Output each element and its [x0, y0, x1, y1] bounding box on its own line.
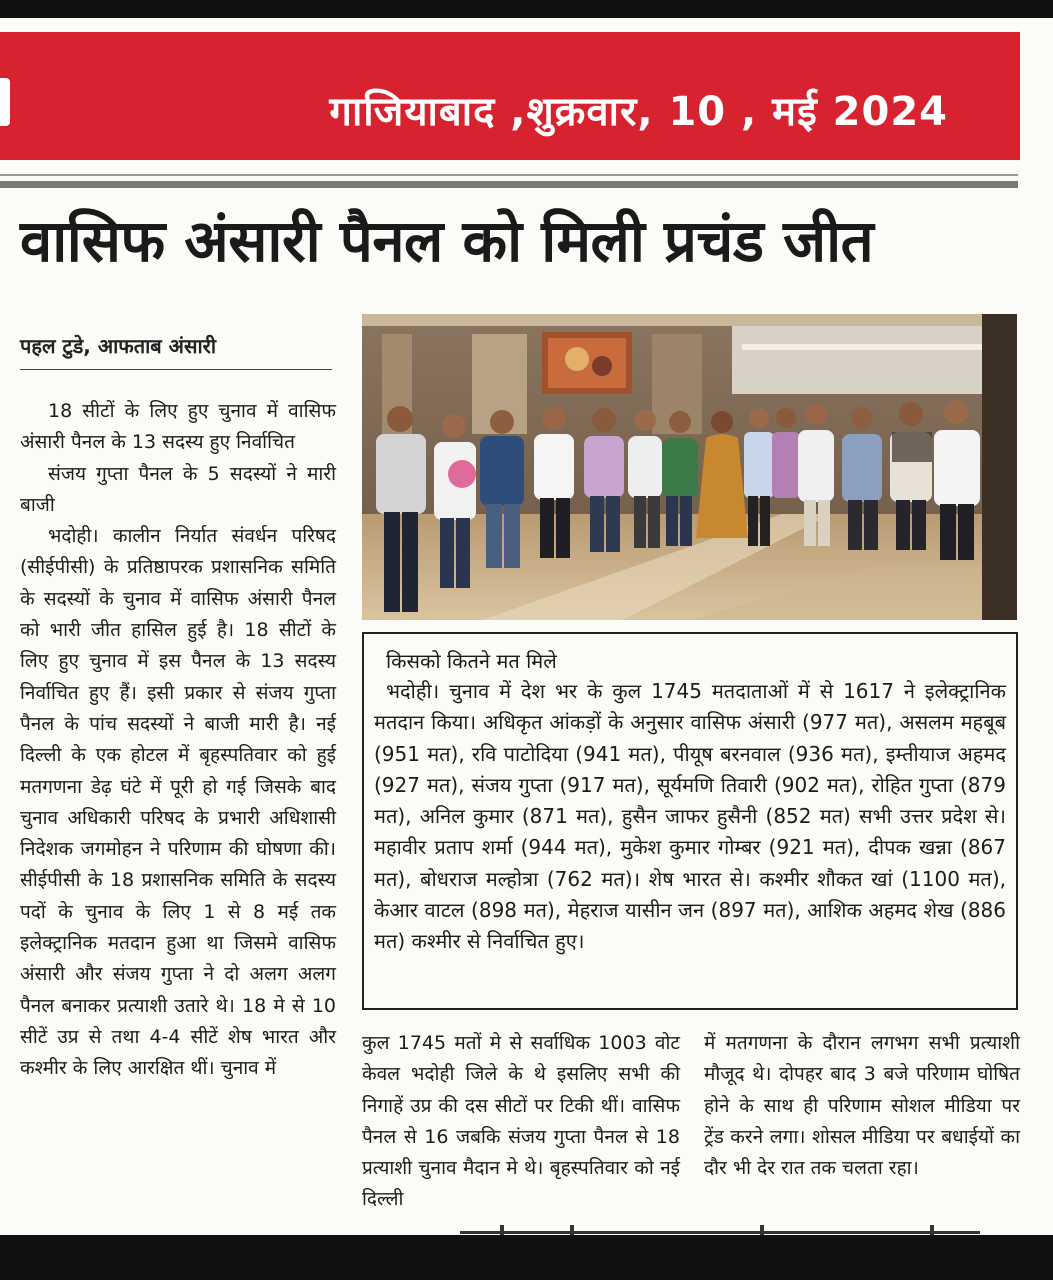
box-body: भदोही। चुनाव में देश भर के कुल 1745 मतदाताओं में से 1617 ने इलेक्ट्रानिक मतदान किया। अधिकृत आंकड़ों के अनुसार वासिफ अंसारी (977 मत), असलम महबूब (951 मत), रवि पाटोदिया (941 मत), पीयूष बरनवाल (936 मत), इम्तीयाज अहमद (927 मत), संजय गुप्ता (917 मत), सूर्यमणि तिवारी (902 मत), रोहित गुप्ता (879 मत), अनिल कुमार (871 मत), हुसैन जाफर हुसैनी (852 मत) सभी उत्तर प्रदेश से। महावीर प्रताप शर्मा (944 मत), मुकेश कुमार गोम्बर (921 मत), दीपक खन्ना (867 मत), बोधराज मल्होत्रा (762 मत)। शेष भारत से। कश्मीर शौकत खां (1100 मत), केआर वाटल (898 मत), मेहराज यासीन जन (897 मत), आशिक अहमद शेख (886 मत) कश्मीर से निर्वाचित हुए।: [374, 679, 1006, 954]
masthead-edge-mark: [0, 78, 10, 126]
headline: वासिफ अंसारी पैनल को मिली प्रचंड जीत: [20, 207, 874, 275]
newspaper-page: [0, 18, 1053, 1235]
box-title: किसको कितने मत मिले: [386, 649, 557, 673]
article-left-column: [20, 396, 336, 1085]
byline: पहल टुडे, आफताब अंसारी: [20, 332, 332, 370]
body-text-right: में मतगणना के दौरान लगभग सभी प्रत्याशी मौजूद थे। दोपहर बाद 3 बजे परिणाम घोषित होने के साथ ही परिणाम सोशल मीडिया पर ट्रेंड करने लगा। शोसल मीडिया पर बधाईयों का दौर भी देर रात तक चलता रहा।: [704, 1032, 1020, 1180]
dateline: गाजियाबाद ,शुक्रवार, 10 , मई 2024: [329, 89, 948, 135]
next-article-cut-off: [460, 1222, 980, 1235]
body-text-middle: कुल 1745 मतों मे से सर्वाधिक 1003 वोट केवल भदोही जिले के थे इसलिए सभी की निगाहें उप्र की दस सीटों पर टिकी थीं। वासिफ पैनल से 16 जबकि संजय गुप्ता पैनल से 18 प्रत्याशी चुनाव मैदान मे थे। बृहस्पतिवार को नई दिल्ली: [362, 1032, 680, 1211]
masthead-banner: [0, 32, 1020, 160]
subhead-2: संजय गुप्ता पैनल के 5 सदस्यों ने मारी बाजी: [20, 462, 336, 516]
subhead-1: 18 सीटों के लिए हुए चुनाव में वासिफ अंसारी पैनल के 13 सदस्य हुए निर्वाचित: [20, 400, 336, 454]
divider-thin: [0, 174, 1018, 176]
divider-thick: [0, 181, 1018, 188]
body-text-left: भदोही। कालीन निर्यात संवर्धन परिषद (सीईपीसी) के प्रतिष्ठापरक प्रशासनिक समिति के सदस्यों के चुनाव में वासिफ अंसारी पैनल को भारी जीत हासिल हुई है। 18 सीटों के लिए हुए चुनाव में इस पैनल के 13 सदस्य निर्वाचित हुए हैं। इसी प्रकार से संजय गुप्ता पैनल के पांच सदस्यों ने बाजी मारी है। नई दिल्ली के एक होटल में बृहस्पतिवार को हुई मतगणना डेढ़ घंटे में पूरी हो गई जिसके बाद चुनाव अधिकारी परिषद के प्रभारी अधिशासी निदेशक जगमोहन ने परिणाम की घोषणा की। सीईपीसी के 18 प्रशासनिक समिति के सदस्य पदों के चुनाव के लिए 1 से 8 मई तक इलेक्ट्रानिक मतदान हुआ था जिसमे वासिफ अंसारी और संजय गुप्ता ने दो अलग अलग पैनल बनाकर प्रत्याशी उतारे थे। 18 मे से 10 सीटें उप्र से तथा 4-4 सीटें शेष भारत और कश्मीर के लिए आरक्षित थीं। चुनाव में: [20, 525, 336, 1080]
group-photo: [362, 314, 1017, 620]
screen-bottom-bar: [0, 1235, 1053, 1280]
group-photo-icon: [362, 314, 1017, 620]
vote-count-box: [362, 632, 1018, 1010]
